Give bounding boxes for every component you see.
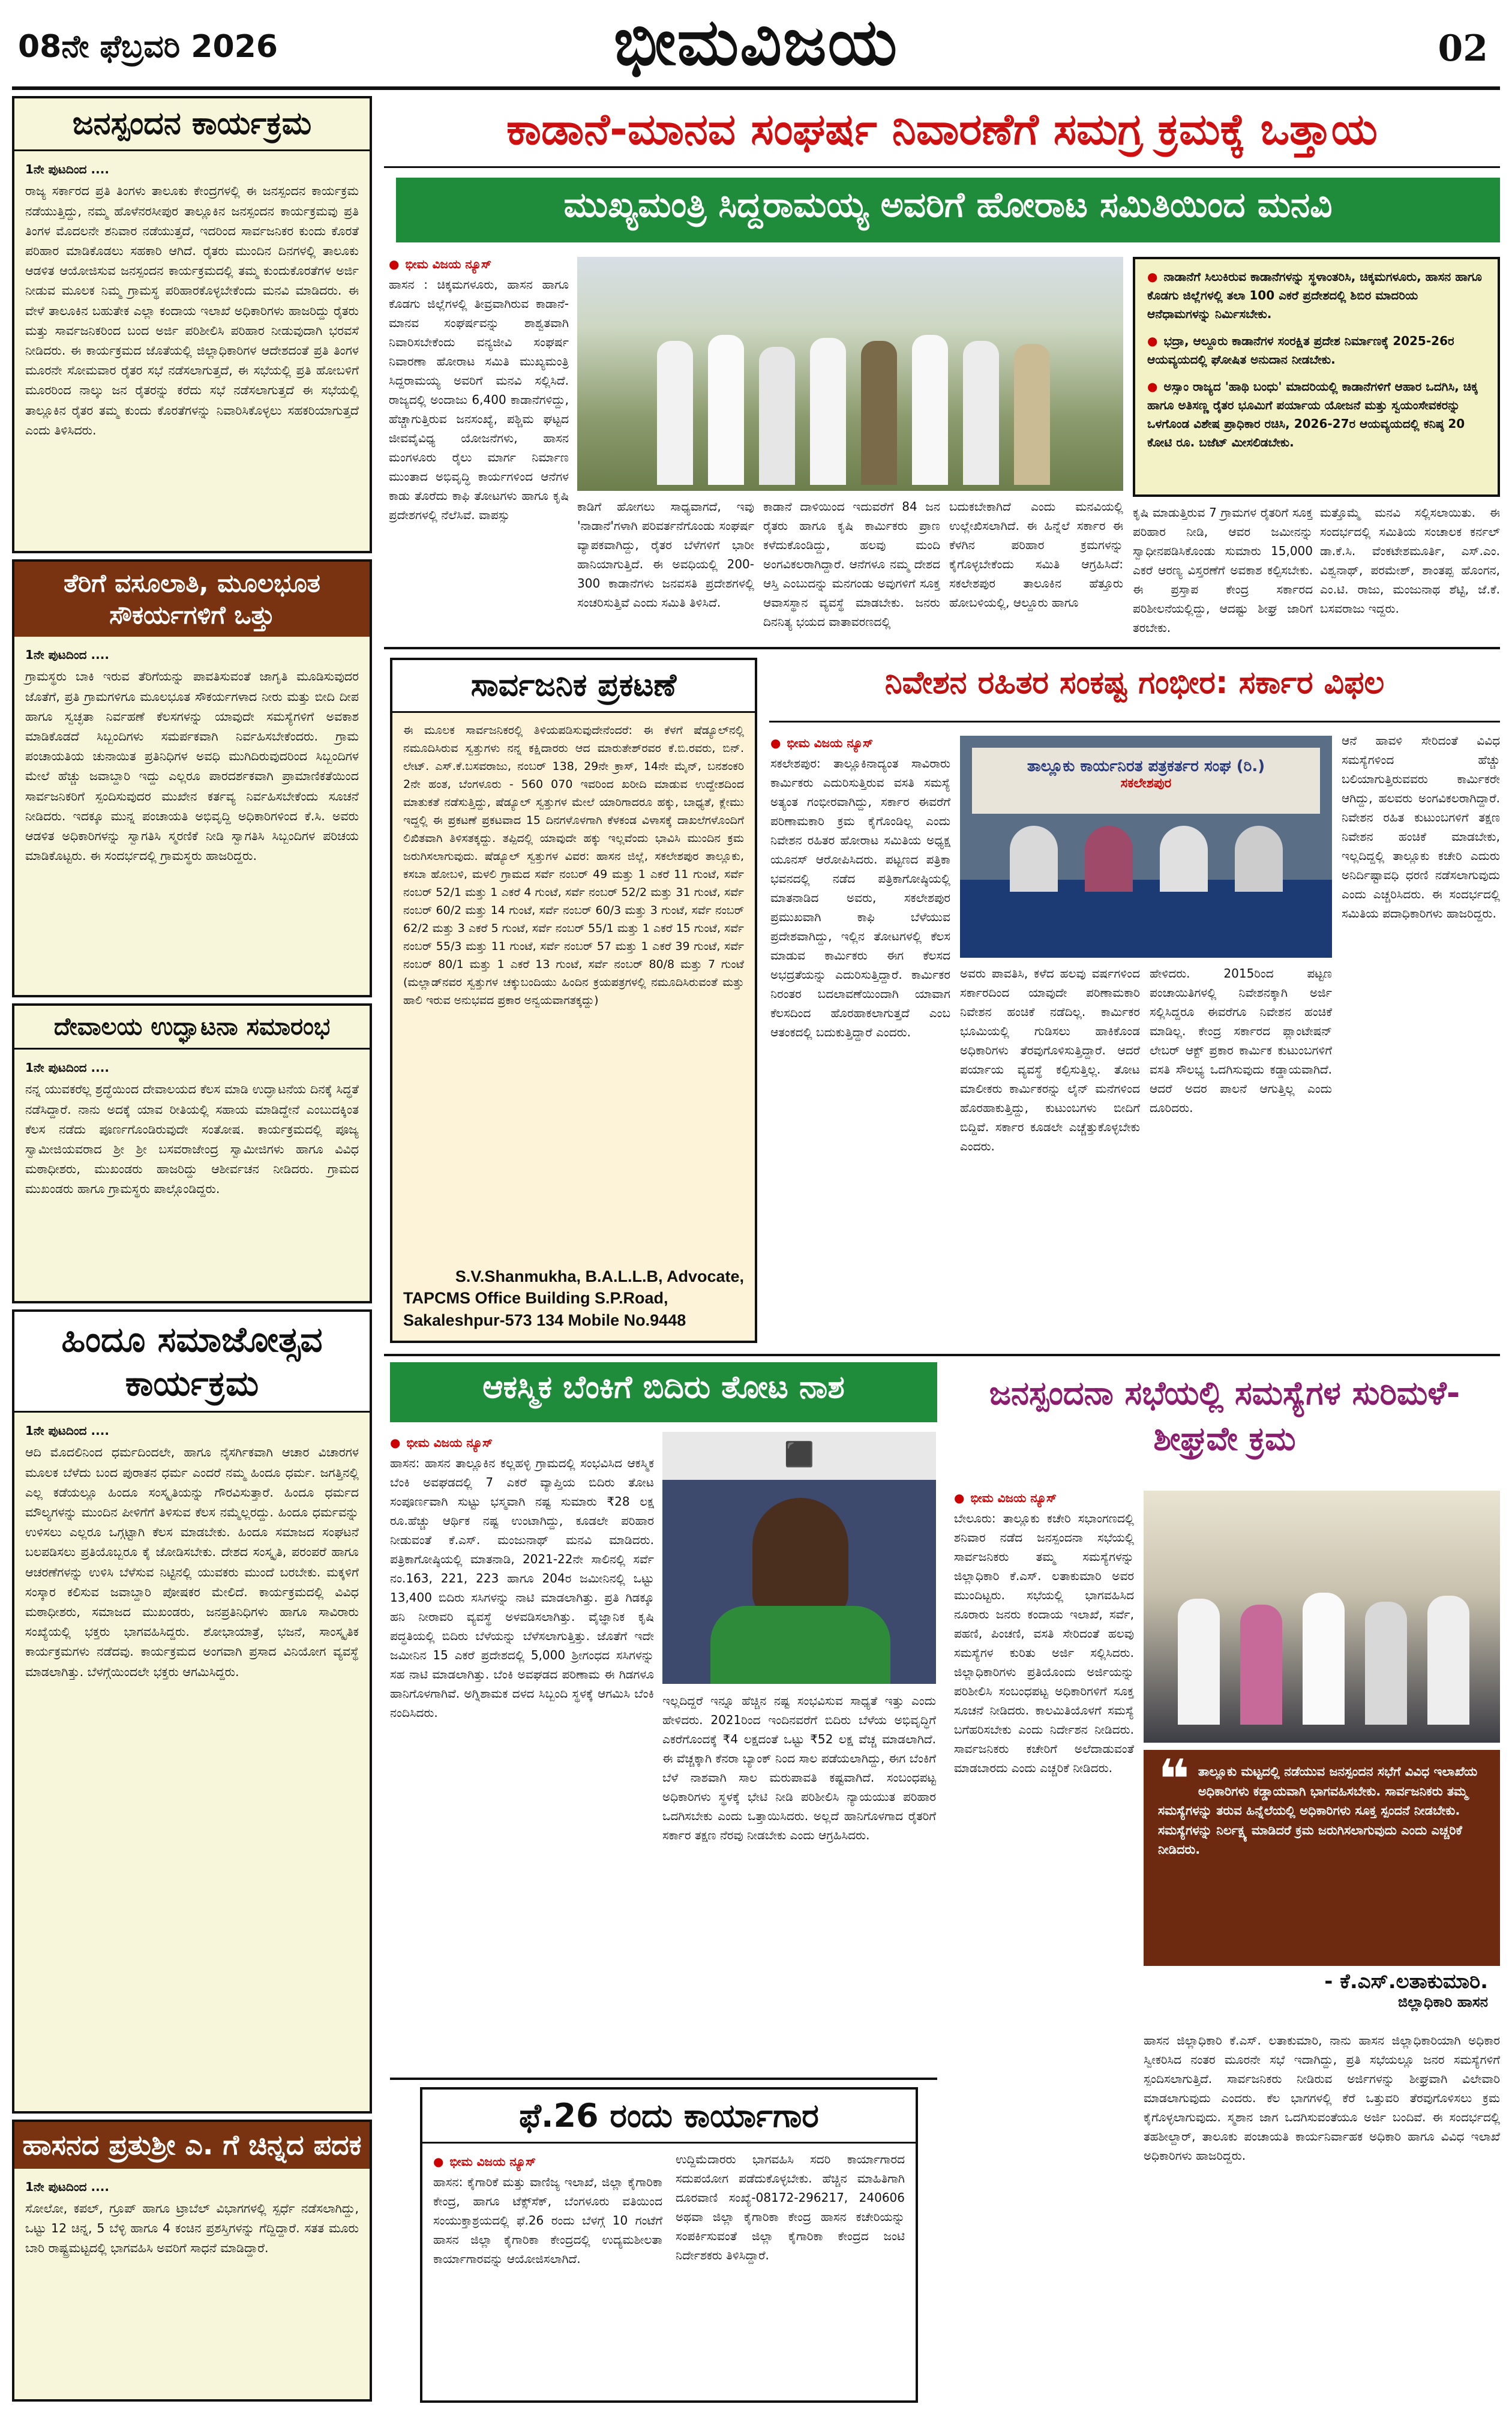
public-notice-box [390, 658, 757, 1343]
demand-item: ● ಭದ್ರಾ, ಆಲ್ದೂರು ಕಾಡಾನೆಗಳ ಸಂರಕ್ಷಿತ ಪ್ರದೇಶ ನಿರ್ಮಾಣಕ್ಕೆ 2025-26ರ ಆಯವ್ಯಯದಲ್ಲಿ ಘೋಷಿತ ಅನುದಾನ ನೀಡಬೇಕು. [1147, 332, 1486, 369]
section-rule [384, 647, 1500, 649]
sidebar-title: ತೆರಿಗೆ ವಸೂಲಾತಿ, ಮೂಲಭೂತ ಸೌಕರ್ಯಗಳಿಗೆ ಒತ್ತು [14, 562, 370, 637]
nivesana-column-4: ಆನೆ ಹಾವಳಿ ಸೇರಿದಂತೆ ವಿವಿಧ ಸಮಸ್ಯೆಗಳಿಂದ ಹೆಚ್ಚು ಬಲಿಯಾಗುತ್ತಿರುವವರು ಕಾರ್ಮಿಕರೇ ಆಗಿದ್ದು, ಹಲವರು ಅಂಗವಿಕಲರಾಗಿದ್ದಾರೆ. ನಿವೇಶನ ರಹಿತ ಕುಟುಂಬಗಳಿಗೆ ತಕ್ಷಣ ನಿವೇಶನ ಹಂಚಿಕೆ ಮಾಡಬೇಕು, ಇಲ್ಲದಿದ್ದಲ್ಲಿ ತಾಲ್ಲೂಕು ಕಚೇರಿ ಎದುರು ಅನಿರ್ದಿಷ್ಟಾವಧಿ ಧರಣಿ ನಡೆಸಲಾಗುವುದು ಎಂದು ಎಚ್ಚರಿಸಿದರು. ಈ ಸಂದರ್ಭದಲ್ಲಿ ಸಮಿತಿಯ ಪದಾಧಿಕಾರಿಗಳು ಹಾಜರಿದ್ದರು. [1342, 733, 1500, 921]
byline: ● ಭೀಮ ವಿಜಯ ನ್ಯೂಸ್ [389, 257, 492, 271]
sidebar-body [14, 1413, 370, 2114]
notice-title: ಸಾರ್ವಜನಿಕ ಪ್ರಕಟಣೆ [392, 660, 755, 713]
sidebar-body [14, 151, 370, 553]
green-shawl [710, 1606, 890, 1684]
person-head [752, 1498, 848, 1618]
lead-headline: ಕಾಡಾನೆ-ಮಾನವ ಸಂಘರ್ಷ ನಿವಾರಣೆಗೆ ಸಮಗ್ರ ಕ್ರಮಕ್ಕೆ ಒತ್ತಾಯ [384, 97, 1500, 168]
continued-label: 1ನೇ ಪುಟದಿಂದ .... [25, 1060, 109, 1075]
sidebar-title: ಹಿಂದೂ ಸಮಾಜೋತ್ಸವ ಕಾರ್ಯಕ್ರಮ [14, 1312, 370, 1413]
lead-column-6: ಮತ್ತೊಮ್ಮೆ ಮನವಿ ಸಲ್ಲಿಸಲಾಯಿತು. ಈ ಸಂದರ್ಭದಲ್ಲಿ ಸಮಿತಿಯ ಸಂಚಾಲಕ ಕರ್ನಲ್ ಡಾ.ಕೆ.ಸಿ. ವೆಂಕಟೇಶಮೂರ್ತಿ, ಎಸ್.ಎಂ. ವಿಶ್ವನಾಥ್, ಪರಮೇಶ್, ಶಾಂತಪ್ಪ ಹೊಂಗನ, ಎಂ.ಟಿ. ರಾಜು, ಮಂಜುನಾಥ ಶೆಟ್ಟಿ, ಜೆ.ಕೆ. ಬಸವರಾಜು ಇದ್ದರು. [1320, 505, 1500, 616]
sidebar-title: ಹಾಸನದ ಪ್ರತುಶ್ರೀ ಎ. ಗೆ ಚಿನ್ನದ ಪದಕ [14, 2122, 370, 2169]
byline: ● ಭೀಮ ವಿಜಯ ನ್ಯೂಸ್ [390, 1435, 493, 1450]
farmer-photo [662, 1432, 936, 1684]
delegation-photo [577, 257, 1123, 491]
workshop-column-1 [433, 2150, 662, 2268]
nivesana-headline: ನಿವೇಶನ ರಹಿತರ ಸಂಕಷ್ಟ ಗಂಭೀರ: ಸರ್ಕಾರ ವಿಫಲ [769, 658, 1500, 723]
press-meet-photo [960, 736, 1332, 958]
continued-label: 1ನೇ ಪುಟದಿಂದ .... [25, 648, 109, 662]
sidebar-body [14, 2169, 370, 2402]
sidebar-text: ಸೋಲೋ, ಕಪಲ್, ಗ್ರೂಪ್ ಹಾಗೂ ಟ್ರಾಬೆಲ್ ವಿಭಾಗಗಳಲ್ಲಿ ಸ್ಪರ್ಧೆ ನಡೆಸಲಾಗಿದ್ದು, ಒಟ್ಟು 12 ಚಿನ್ನ, 5 ಬೆಳ್ಳಿ ಹಾಗೂ 4 ಕಂಚಿನ ಪ್ರಶಸ್ತಿಗಳನ್ನು ಗೆದ್ದಿದ್ದಾರೆ. ಸತತ ಮೂರು ಬಾರಿ ರಾಷ್ಟ್ರಮಟ್ಟದಲ್ಲಿ ಭಾಗವಹಿಸಿ ಅವರಿಗೆ ಸಾಧನೆ ಮಾಡಿದ್ದಾರೆ. [25, 2201, 359, 2256]
sidebar-box-gold-medal [12, 2120, 372, 2402]
collector-quote-box [1144, 1750, 1500, 1966]
press-banner: ತಾಲ್ಲೂಕು ಕಾರ್ಯನಿರತ ಪತ್ರಕರ್ತರ ಸಂಘ (ರಿ.) ಸಕಲೇಶಪುರ [972, 748, 1320, 814]
masthead-bar [0, 0, 1512, 90]
sidebar-text: ರಾಜ್ಯ ಸರ್ಕಾರದ ಪ್ರತಿ ತಿಂಗಳು ತಾಲೂಕು ಕೇಂದ್ರಗಳಲ್ಲಿ ಈ ಜನಸ್ಪಂದನ ಕಾರ್ಯಕ್ರಮ ನಡೆಯುತ್ತಿದ್ದು, ನಮ್ಮ ಹೊಳೆನರಸೀಪುರ ತಾಲ್ಲೂಕಿನ ಜನಸ್ಪಂದನ ಕಾರ್ಯಕ್ರಮವು ಪ್ರತಿ ತಿಂಗಳ ಮೊದಲನೇ ಶನಿವಾರ ನಡೆಯುತ್ತದೆ, ಇದರಿಂದ ಸಾರ್ವಜನಿಕರ ಕುಂದು ಕೊರತೆ ಪರಿಹಾರ ಮಾಡಿಕೊಡಲು ಸಹಕಾರಿ ಆಗಿದೆ. ರೈತರು ಮುಂದಿನ ದಿನಗಳಲ್ಲಿ ತಾಲೂಕು ಆಡಳಿತ ಆಯೋಜಿಸುವ ಜನಸ್ಪಂದನ ಕಾರ್ಯಕ್ರಮದಲ್ಲಿ ತಮ್ಮ ಕುಂದುಕೊರತೆಗಳ ಅರ್ಜಿ ನೀಡುವ ಮೂಲಕ ನಿಮ್ಮ ಗ್ರಾಮಸ್ಥ ಪರಿಹಾರಕೊಳ್ಳಬೇಕೆಂದು ಮನವಿ ಮಾಡಿದರು. ಈ ವೇಳೆ ತಾಲೂಕಿನ ಬಹುತೇಕ ಎಲ್ಲಾ ಕಂದಾಯ ಇಲಾಖೆ ಅಧಿಕಾರಿಗಳು ಹಾಜರಿದ್ದು ರೈತರು ಮತ್ತು ಸಾರ್ವಜನಿಕರಿಂದ ಬಂದ ಅರ್ಜಿ ಪರಿಶೀಲಿಸಿ ಪರಿಹಾರ ನೀಡುವುದಾಗಿ ಭರವಸೆ ನೀಡಿದರು. ಈ ಕಾರ್ಯಕ್ರಮದ ಜೊತೆಯಲ್ಲಿ ಜಿಲ್ಲಾಧಿಕಾರಿಗಳ ಆದೇಶದಂತೆ ಪ್ರತಿ ತಿಂಗಳ ಮೂರನೇ ಸೋಮವಾರ ರೈತರ ಸಭೆ ನಡೆಸಲಾಗುತ್ತದೆ, ಈ ಸಭೆಯಲ್ಲಿ ಪ್ರತಿ ಹೋಬಳಿಗೆ ಮೂರರಿಂದ ನಾಲ್ಕು ಜನ ರೈತರನ್ನು ಕರೆದು ಸಭೆ ನಡೆಸಲಾಗುತ್ತದೆ ಈ ಸಭೆಯಲ್ಲಿ ತಾಲ್ಲೂಕಿನ ರೈತರ ತಮ್ಮ ಕುಂದು ಕೊರತೆಗಳನ್ನು ನಿವಾರಿಸಿಕೊಳ್ಳಲು ಸಹಕರಿಯಾಗುತ್ತದೆ ಎಂದು ತಿಳಿಸಿದರು. [25, 184, 359, 437]
nivesana-column-2: ಅವರು ಪಾವತಿಸಿ, ಕಳೆದ ಹಲವು ವರ್ಷಗಳಿಂದ ಸರ್ಕಾರದಿಂದ ಯಾವುದೇ ಪರಿಣಾಮಕಾರಿ ನಿವೇಶನ ಹಂಚಿಕೆ ನಡೆದಿಲ್ಲ. ಕಾರ್ಮಿಕರ ಭೂಮಿಯಲ್ಲಿ ಗುಡಿಸಲು ಹಾಕಿಕೊಂಡ ಅಧಿಕಾರಿಗಳು ತೆರವುಗೊಳಿಸುತ್ತಿದ್ದಾರೆ. ಆದರೆ ಪರ್ಯಾಯ ವ್ಯವಸ್ಥೆ ಕಲ್ಪಿಸುತ್ತಿಲ್ಲ. ತೋಟ ಮಾಲೀಕರು ಕಾರ್ಮಿಕರನ್ನು ಲೈನ್ ಮನೆಗಳಿಂದ ಹೊರಹಾಕುತ್ತಿದ್ದು, ಕುಟುಂಬಗಳು ಬೀದಿಗೆ ಬಿದ್ದಿವೆ. ಸರ್ಕಾರ ಕೂಡಲೇ ಎಚ್ಚೆತ್ತುಕೊಳ್ಳಬೇಕು ಎಂದರು. [960, 966, 1140, 1153]
lead-column-4: ಬದುಕಬೇಕಾಗಿದೆ ಎಂದು ಮನವಿಯಲ್ಲಿ ಉಲ್ಲೇಖಿಸಲಾಗಿದೆ. ಈ ಹಿನ್ನೆಲೆ ಸರ್ಕಾರ ಈ ಕೆಳಗಿನ ಪರಿಹಾರ ಕ್ರಮಗಳನ್ನು ಕೈಗೊಳ್ಳಬೇಕೆಂದು ಸಮಿತಿ ಆಗ್ರಹಿಸಿದೆ: ಸಕಲೇಶಪುರ ತಾಲೂಕಿನ ಹೆತ್ತೂರು ಹೋಬಳಿಯಲ್ಲಿ, ಆಲ್ದೂರು ಹಾಗೂ [949, 499, 1123, 610]
byline: ● ಭೀಮ ವಿಜಯ ನ್ಯೂಸ್ [954, 1491, 1057, 1505]
bamboo-column-1 [390, 1431, 654, 2067]
sidebar-box-temple [12, 1003, 372, 1303]
sidebar-box-hindu-samajotsava [12, 1309, 372, 2114]
continued-label: 1ನೇ ಪುಟದಿಂದ .... [25, 2179, 109, 2194]
issue-date: 08ನೇ ಫೆಬ್ರವರಿ 2026 [18, 29, 278, 65]
bamboo-column-2: ಇಲ್ಲದಿದ್ದರೆ ಇನ್ನೂ ಹೆಚ್ಚಿನ ನಷ್ಟ ಸಂಭವಿಸುವ ಸಾಧ್ಯತೆ ಇತ್ತು ಎಂದು ಹೇಳಿದರು. 2021ರಿಂದ ಇಂದಿನವರೆಗೆ ಬಿದಿರು ಬೆಳೆಯ ಅಭಿವೃದ್ಧಿಗೆ ಎಕರೆಗೊಂದಕ್ಕೆ ₹4 ಲಕ್ಷದಂತೆ ಒಟ್ಟು ₹52 ಲಕ್ಷ ವೆಚ್ಚ ಮಾಡಲಾಗಿದೆ. ಈ ವೆಚ್ಚಕ್ಕಾಗಿ ಕೆನರಾ ಬ್ಯಾಂಕ್ ನಿಂದ ಸಾಲ ಪಡೆಯಲಾಗಿದ್ದು, ಈಗ ಬೆಂಕಿಗೆ ಬೆಳೆ ನಾಶವಾಗಿ ಸಾಲ ಮರುಪಾವತಿ ಕಷ್ಟವಾಗಿದೆ. ಸಂಬಂಧಪಟ್ಟ ಅಧಿಕಾರಿಗಳು ಸ್ಥಳಕ್ಕೆ ಭೇಟಿ ನೀಡಿ ಪರಿಶೀಲಿಸಿ ನ್ಯಾಯಯುತ ಪರಿಹಾರ ಒದಗಿಸಬೇಕು ಎಂದು ಒತ್ತಾಯಿಸಿದರು. ಅಲ್ಲದೆ ಹಾನಿಗೊಳಗಾದ ರೈತರಿಗೆ ಸರ್ಕಾರ ತಕ್ಷಣ ನೆರವು ನೀಡಬೇಕು ಎಂದು ಆಗ್ರಹಿಸಿದರು. [662, 1693, 936, 1842]
janaspandana-column-1 [954, 1486, 1134, 2398]
quote-attribution [1144, 1970, 1500, 2024]
lead-column-1 [389, 252, 569, 636]
advocate-signature: S.V.Shanmukha, B.A.L.L.B, Advocate, TAPCMS Office Building S.P.Road, Sakaleshpur-573 134 Mobile No.9448 [403, 1267, 744, 1329]
sidebar-text: ಆದಿ ಮೊದಲಿನಿಂದ ಧರ್ಮದಿಂದಲೇ, ಹಾಗೂ ನೈಸರ್ಗಿಕವಾಗಿ ಆಚಾರ ವಿಚಾರಗಳ ಮೂಲಕ ಬೆಳೆದು ಬಂದ ಪುರಾತನ ಧರ್ಮ ಎಂದರೆ ನಮ್ಮ ಹಿಂದೂ ಧರ್ಮ. ಜಗತ್ತಿನಲ್ಲಿ ಎಲ್ಲ ಕಡೆಯಲ್ಲೂ ಹಿಂದೂ ಸಂಸ್ಕೃತಿಯನ್ನು ಗೌರವಿಸುತ್ತಾರೆ. ಹಿಂದೂ ಧರ್ಮದ ಮೌಲ್ಯಗಳನ್ನು ಮುಂದಿನ ಪೀಳಿಗೆಗೆ ತಿಳಿಸುವ ಕೆಲಸ ನಮ್ಮೆಲ್ಲರದ್ದು. ಹಿಂದೂ ಧರ್ಮವನ್ನು ಉಳಿಸಲು ಎಲ್ಲರೂ ಒಗ್ಗಟ್ಟಾಗಿ ಕೆಲಸ ಮಾಡಬೇಕು. ಹಿಂದೂ ಸಮಾಜದ ಸಂಘಟನೆ ಬಲಪಡಿಸಲು ಪ್ರತಿಯೊಬ್ಬರೂ ಕೈ ಜೋಡಿಸಬೇಕು. ದೇಶದ ಸಂಸ್ಕೃತಿ, ಪರಂಪರೆ ಹಾಗೂ ಆಚರಣೆಗಳನ್ನು ಉಳಿಸಿ ಬೆಳೆಸುವ ನಿಟ್ಟಿನಲ್ಲಿ ಯುವಕರು ಮುಂದೆ ಬರಬೇಕು. ಮಕ್ಕಳಿಗೆ ಸಂಸ್ಕಾರ ಕಲಿಸುವ ಜವಾಬ್ದಾರಿ ಪೋಷಕರ ಮೇಲಿದೆ. ಕಾರ್ಯಕ್ರಮದಲ್ಲಿ ವಿವಿಧ ಮಠಾಧೀಶರು, ಸಮಾಜದ ಮುಖಂಡರು, ಜನಪ್ರತಿನಿಧಿಗಳು ಹಾಗೂ ಸಾವಿರಾರು ಸಂಖ್ಯೆಯಲ್ಲಿ ಭಕ್ತರು ಭಾಗವಹಿಸಿದ್ದರು. ಶೋಭಾಯಾತ್ರೆ, ಭಜನೆ, ಸಾಂಸ್ಕೃತಿಕ ಕಾರ್ಯಕ್ರಮಗಳು ನಡೆದವು. ಕಾರ್ಯಕ್ರಮದ ಅಂಗವಾಗಿ ಪ್ರಸಾದ ವಿನಿಯೋಗ ವ್ಯವಸ್ಥೆ ಮಾಡಲಾಗಿತ್ತು. ಬೆಳಗ್ಗೆಯಿಂದಲೇ ಭಕ್ತರು ಆಗಮಿಸಿದ್ದರು. [25, 1445, 359, 1679]
section-rule [390, 2078, 937, 2080]
lead-subhead: ಮುಖ್ಯಮಂತ್ರಿ ಸಿದ್ದರಾಮಯ್ಯ ಅವರಿಗೆ ಹೋರಾಟ ಸಮಿತಿಯಿಂದ ಮನವಿ [396, 178, 1500, 242]
article-text: ಬೇಲೂರು: ತಾಲ್ಲೂಕು ಕಚೇರಿ ಸಭಾಂಗಣದಲ್ಲಿ ಶನಿವಾರ ನಡೆದ ಜನಸ್ಪಂದನಾ ಸಭೆಯಲ್ಲಿ ಸಾರ್ವಜನಿಕರು ತಮ್ಮ ಸಮಸ್ಯೆಗಳನ್ನು ಜಿಲ್ಲಾಧಿಕಾರಿ ಕೆ.ಎಸ್. ಲತಾಕುಮಾರಿ ಅವರ ಮುಂದಿಟ್ಟರು. ಸಭೆಯಲ್ಲಿ ಭಾಗವಹಿಸಿದ ನೂರಾರು ಜನರು ಕಂದಾಯ ಇಲಾಖೆ, ಸರ್ವೆ, ಪಹಣಿ, ಪಿಂಚಣಿ, ವಸತಿ ಸೇರಿದಂತೆ ಹಲವು ಸಮಸ್ಯೆಗಳ ಕುರಿತು ಅರ್ಜಿ ಸಲ್ಲಿಸಿದರು. ಜಿಲ್ಲಾಧಿಕಾರಿಗಳು ಪ್ರತಿಯೊಂದು ಅರ್ಜಿಯನ್ನು ಪರಿಶೀಲಿಸಿ ಸಂಬಂಧಪಟ್ಟ ಅಧಿಕಾರಿಗಳಿಗೆ ಸೂಕ್ತ ಸೂಚನೆ ನೀಡಿದರು. ಕಾಲಮಿತಿಯೊಳಗೆ ಸಮಸ್ಯೆ ಬಗೆಹರಿಸಬೇಕು ಎಂದು ನಿರ್ದೇಶನ ನೀಡಿದರು. ಸಾರ್ವಜನಿಕರು ಕಚೇರಿಗೆ ಅಲೆದಾಡುವಂತೆ ಮಾಡಬಾರದು ಎಂದು ಎಚ್ಚರಿಕೆ ನೀಡಿದರು. [954, 1511, 1134, 1775]
speakers-row [996, 826, 1296, 892]
quote-role: ಜಿಲ್ಲಾಧಿಕಾರಿ ಹಾಸನ [1397, 1994, 1488, 2010]
banner-strip: ⬛ [662, 1432, 936, 1480]
page-number: 02 [1438, 28, 1488, 70]
lead-column-5: ಕೃಷಿ ಮಾಡುತ್ತಿರುವ 7 ಗ್ರಾಮಗಳ ರೈತರಿಗೆ ಸೂಕ್ತ ಪರಿಹಾರ ನೀಡಿ, ಆವರ ಜಮೀನನ್ನು ಸ್ವಾಧೀನಪಡಿಸಿಕೊಂಡು ಸುಮಾರು 15,000 ಎಕರೆ ಆರಣ್ಯ ವಿಸ್ತರಣೆಗೆ ಅವಕಾಶ ಕಲ್ಪಿಸಬೇಕು. ಈ ಪ್ರಸ್ತಾಪ ಕೇಂದ್ರ ಸರ್ಕಾರದ ಪರಿಶೀಲನೆಯಲ್ಲಿದ್ದು, ಆದಷ್ಟು ಶೀಘ್ರ ಜಾರಿಗೆ ತರಬೇಕು. [1133, 505, 1313, 635]
section-rule [384, 1354, 1500, 1356]
workshop-headline: ಫೆ.26 ರಂದು ಕಾರ್ಯಾಗಾರ [422, 2090, 916, 2144]
janaspandana-headline: ಜನಸ್ಪಂದನಾ ಸಭೆಯಲ್ಲಿ ಸಮಸ್ಯೆಗಳ ಸುರಿಮಳೆ-ಶೀಘ್ರವೇ ಕ್ರಮ [949, 1362, 1500, 1476]
notice-body: ಈ ಮೂಲಕ ಸಾರ್ವಜನಿಕರಲ್ಲಿ ತಿಳಿಯಪಡಿಸುವುದೇನೆಂದರೆ: ಈ ಕೆಳಗೆ ಷೆಡ್ಯೂಲ್‌ನಲ್ಲಿ ನಮೂದಿಸಿರುವ ಸ್ವತ್ತುಗಳು ನನ್ನ ಕಕ್ಷಿದಾರರು ಆದ ಮಾರುತೇಶ್‌ರವರ ಕೆ.ಬಿ.ರವರು, ಬಿನ್. ಲೇಟ್. ಎಸ್.ಕೆ.ಬಸವರಾಜು, ನಂಬರ್ 138, 29ನೇ ಕ್ರಾಸ್, 14ನೇ ಮೈನ್, ಬನಶಂಕರಿ 2ನೇ ಹಂತ, ಬೆಂಗಳೂರು - 560 070 ಇವರಿಂದ ಖರೀದಿ ಮಾಡುವ ಉದ್ದೇಶದಿಂದ ಮಾತುಕತೆ ನಡೆಸುತ್ತಿದ್ದು, ಷೆಡ್ಯೂಲ್ ಸ್ವತ್ತುಗಳ ಮೇಲೆ ಯಾರಿಗಾದರೂ ಹಕ್ಕು, ಬಾಧ್ಯತೆ, ಕ್ಲೇಮು ಇದ್ದಲ್ಲಿ ಈ ಪ್ರಕಟಣೆ ಪ್ರಕಟವಾದ 15 ದಿನಗಳೊಳಗಾಗಿ ಕೆಳಕಂಡ ವಿಳಾಸಕ್ಕೆ ದಾಖಲೆಗಳೊಂದಿಗೆ ಲಿಖಿತವಾಗಿ ತಿಳಿಸತಕ್ಕದ್ದು. ತಪ್ಪಿದಲ್ಲಿ ಯಾವುದೇ ಹಕ್ಕು ಇಲ್ಲವೆಂದು ಭಾವಿಸಿ ಮುಂದಿನ ಕ್ರಮ ಜರುಗಿಸಲಾಗುವುದು. ಷೆಡ್ಯೂಲ್ ಸ್ವತ್ತುಗಳ ವಿವರ: ಹಾಸನ ಜಿಲ್ಲೆ, ಸಕಲೇಶಪುರ ತಾಲ್ಲೂಕು, ಕಸಬಾ ಹೋಬಳಿ, ಮಳಲಿ ಗ್ರಾಮದ ಸರ್ವೆ ನಂಬರ್ 49 ಮತ್ತು 1 ಎಕರೆ 11 ಗುಂಟೆ, ಸರ್ವೆ ನಂಬರ್ 52/1 ಮತ್ತು 1 ಎಕರೆ 4 ಗುಂಟೆ, ಸರ್ವೆ ನಂಬರ್ 52/2 ಮತ್ತು 31 ಗುಂಟೆ, ಸರ್ವೆ ನಂಬರ್ 60/2 ಮತ್ತು 14 ಗುಂಟೆ, ಸರ್ವೆ ನಂಬರ್ 60/3 ಮತ್ತು 3 ಗುಂಟೆ, ಸರ್ವೆ ನಂಬರ್ 62/2 ಮತ್ತು 3 ಎಕರೆ 5 ಗುಂಟೆ, ಸರ್ವೆ ನಂಬರ್ 55/1 ಮತ್ತು 1 ಎಕರೆ 15 ಗುಂಟೆ, ಸರ್ವೆ ನಂಬರ್ 55/3 ಮತ್ತು 11 ಗುಂಟೆ, ಸರ್ವೆ ನಂಬರ್ 57 ಮತ್ತು 1 ಎಕರೆ 39 ಗುಂಟೆ, ಸರ್ವೆ ನಂಬರ್ 80/1 ಮತ್ತು 1 ಎಕರೆ 13 ಗುಂಟೆ, ಸರ್ವೆ ನಂಬರ್ 80/8 ಮತ್ತು 7 ಗುಂಟೆ (ಮಲ್ಲಾಡ್‌ನವರ ಸ್ವತ್ತುಗಳ ಚಕ್ಕುಬಂದಿಯು ಹಿಂದಿನ ಕ್ರಯಪತ್ರಗಳಲ್ಲಿ ನಮೂದಿಸಿರುವಂತೆ ಮತ್ತು ಹಾಲಿ ಇರುವ ಅನುಭವದ ಪ್ರಕಾರ ಅನ್ವಯವಾಗತಕ್ಕದ್ದು) [403, 724, 744, 1008]
article-text: ಸಕಲೇಶಪುರ: ತಾಲ್ಲೂಕಿನಾದ್ಯಂತ ಸಾವಿರಾರು ಕಾರ್ಮಿಕರು ಎದುರಿಸುತ್ತಿರುವ ವಸತಿ ಸಮಸ್ಯೆ ಅತ್ಯಂತ ಗಂಭೀರವಾಗಿದ್ದು, ಸರ್ಕಾರ ಈವರೆಗೆ ಪರಿಣಾಮಕಾರಿ ಕ್ರಮ ಕೈಗೊಂಡಿಲ್ಲ ಎಂದು ನಿವೇಶನ ರಹಿತರ ಹೋರಾಟ ಸಮಿತಿಯ ಅಧ್ಯಕ್ಷ ಯೂನಸ್ ಆರೋಪಿಸಿದರು. ಪಟ್ಟಣದ ಪತ್ರಿಕಾ ಭವನದಲ್ಲಿ ನಡೆದ ಪತ್ರಿಕಾಗೋಷ್ಠಿಯಲ್ಲಿ ಮಾತನಾಡಿದ ಅವರು, ಸಕಲೇಶಪುರ ಪ್ರಮುಖವಾಗಿ ಕಾಫಿ ಬೆಳೆಯುವ ಪ್ರದೇಶವಾಗಿದ್ದು, ಇಲ್ಲಿನ ತೋಟಗಳಲ್ಲಿ ಕೆಲಸ ಮಾಡುವ ಕಾರ್ಮಿಕರು ಈಗ ಕೆಲಸದ ಅಭದ್ರತೆಯನ್ನು ಎದುರಿಸುತ್ತಿದ್ದಾರೆ. ಕಾರ್ಮಿಕರ ನಿರಂತರ ಬದಲಾವಣೆಯಿಂದಾಗಿ ಯಾವಾಗ ಕೆಲಸದಿಂದ ಹೊರಹಾಕಲಾಗುತ್ತದೆ ಎಂಬ ಆತಂಕದಲ್ಲಿ ಬದುಕುತ್ತಿದ್ದಾರೆ ಎಂದರು. [770, 756, 950, 1039]
article-text: ಹಾಸನ : ಚಿಕ್ಕಮಗಳೂರು, ಹಾಸನ ಹಾಗೂ ಕೊಡಗು ಜಿಲ್ಲೆಗಳಲ್ಲಿ ತೀವ್ರವಾಗಿರುವ ಕಾಡಾನೆ-ಮಾನವ ಸಂಘರ್ಷವನ್ನು ಶಾಶ್ವತವಾಗಿ ನಿವಾರಿಸಬೇಕೆಂದು ವನ್ಯಜೀವಿ ಸಂಘರ್ಷ ನಿವಾರಣಾ ಹೋರಾಟ ಸಮಿತಿ ಮುಖ್ಯಮಂತ್ರಿ ಸಿದ್ದರಾಮಯ್ಯ ಅವರಿಗೆ ಮನವಿ ಸಲ್ಲಿಸಿದೆ. ರಾಜ್ಯದಲ್ಲಿ ಅಂದಾಜು 6,400 ಕಾಡಾನೆಗಳಿದ್ದು, ಹೆಚ್ಚಾಗುತ್ತಿರುವ ಜನಸಂಖ್ಯೆ, ಪಶ್ಚಿಮ ಘಟ್ಟದ ಜೀವವೈವಿಧ್ಯ ಯೋಜನೆಗಳು, ಹಾಸನ ಮಂಗಳೂರು ರೈಲು ಮಾರ್ಗ ನಿರ್ಮಾಣ ಮುಂತಾದ ಅಭಿವೃದ್ಧಿ ಕಾರ್ಯಗಳಿಂದ ಆನೆಗಳ ಕಾಡು ತೊರೆದು ಕಾಫಿ ತೋಟಗಳು ಹಾಗೂ ಕೃಷಿ ಪ್ರದೇಶಗಳಲ್ಲಿ ನೆಲೆಸಿವೆ. ವಾಪಸ್ಸು [389, 277, 569, 522]
lead-column-3: ಕಾಡಾನೆ ದಾಳಿಯಿಂದ ಇದುವರೆಗೆ 84 ಜನ ರೈತರು ಹಾಗೂ ಕೃಷಿ ಕಾರ್ಮಿಕರು ಪ್ರಾಣ ಕಳೆದುಕೊಂಡಿದ್ದು, ಹಲವು ಮಂದಿ ಅಂಗವಿಕಲರಾಗಿದ್ದಾರೆ. ಆನೆಗಳೂ ನಮ್ಮ ದೇಶದ ಆಸ್ತಿ ಎಂಬುದನ್ನು ಮನಗಂಡು ಅವುಗಳಿಗೆ ಸೂಕ್ತ ಆವಾಸಸ್ಥಾನ ವ್ಯವಸ್ಥೆ ಮಾಡಬೇಕು. ಜನರು ದಿನನಿತ್ಯ ಭಯದ ವಾತಾವರಣದಲ್ಲಿ [763, 499, 940, 629]
workshop-box [420, 2087, 918, 2403]
continued-label: 1ನೇ ಪುಟದಿಂದ .... [25, 1423, 109, 1438]
sidebar-box-janaspandana [12, 96, 372, 553]
workshop-column-2: ಉದ್ದಿಮೆದಾರರು ಭಾಗವಹಿಸಿ ಸದರಿ ಕಾರ್ಯಾಗಾರದ ಸದುಪಯೋಗ ಪಡೆದುಕೊಳ್ಳಬೇಕು. ಹೆಚ್ಚಿನ ಮಾಹಿತಿಗಾಗಿ ದೂರವಾಣಿ ಸಂಖ್ಯೆ-08172-296217, 240606 ಅಥವಾ ಜಿಲ್ಲಾ ಕೈಗಾರಿಕಾ ಕೇಂದ್ರ ಹಾಸನ ಕಚೇರಿಯನ್ನು ಸಂಪರ್ಕಿಸುವಂತೆ ಜಿಲ್ಲಾ ಕೈಗಾರಿಕಾ ಕೇಂದ್ರದ ಜಂಟಿ ನಿರ್ದೇಶಕರು ತಿಳಿಸಿದ್ದಾರೆ. [676, 2152, 905, 2263]
header-rule [12, 86, 1500, 90]
sidebar-body [14, 1050, 370, 1303]
sidebar-body [14, 637, 370, 997]
demand-item: ● ನಾಡಾನೆಗೆ ಸಿಲುಕಿರುವ ಕಾಡಾನೆಗಳನ್ನು ಸ್ಥಳಾಂತರಿಸಿ, ಚಿಕ್ಕಮಗಳೂರು, ಹಾಸನ ಹಾಗೂ ಕೊಡಗು ಜಿಲ್ಲೆಗಳಲ್ಲಿ ತಲಾ 100 ಎಕರೆ ಪ್ರದೇಶದಲ್ಲಿ ಶಿಬಿರ ಮಾದರಿಯ ಆನೆಧಾಮಗಳನ್ನು ನಿರ್ಮಿಸಬೇಕು. [1147, 268, 1486, 323]
quote-author: - ಕೆ.ಎಸ್.ಲತಾಕುಮಾರಿ. [1324, 1970, 1488, 1994]
nivesana-column-3: ಹೇಳಿದರು. 2015ರಿಂದ ಪಟ್ಟಣ ಪಂಚಾಯಿತಿಗಳಲ್ಲಿ ನಿವೇಶನಕ್ಕಾಗಿ ಅರ್ಜಿ ಸಲ್ಲಿಸಿದ್ದರೂ ಈವರೆಗೂ ನಿವೇಶನ ಹಂಚಿಕೆ ಮಾಡಿಲ್ಲ. ಕೇಂದ್ರ ಸರ್ಕಾರದ ಪ್ಲಾಂಟೇಷನ್ ಲೇಬರ್ ಆಕ್ಟ್ ಪ್ರಕಾರ ಕಾರ್ಮಿಕ ಕುಟುಂಬಗಳಿಗೆ ವಸತಿ ಸೌಲಭ್ಯ ಒದಗಿಸುವುದು ಕಡ್ಡಾಯವಾಗಿದೆ. ಆದರೆ ಅದರ ಪಾಲನೆ ಆಗುತ್ತಿಲ್ಲ ಎಂದು ದೂರಿದರು. [1150, 966, 1332, 1115]
quote-mark-icon: ❝ [1158, 1750, 1190, 1811]
meeting-photo [1144, 1491, 1500, 1743]
article-text: ಹಾಸನ: ಕೈಗಾರಿಕೆ ಮತ್ತು ವಾಣಿಜ್ಯ ಇಲಾಖೆ, ಜಿಲ್ಲಾ ಕೈಗಾರಿಕಾ ಕೇಂದ್ರ, ಹಾಗೂ ಟೆಕ್ಸ್‌ಸೆಕ್, ಬೆಂಗಳೂರು ವತಿಯಿಂದ ಸಂಯುಕ್ತಾಶ್ರಯದಲ್ಲಿ ಫೆ.26 ರಂದು ಬೆಳಗ್ಗೆ 10 ಗಂಟೆಗೆ ಹಾಸನ ಜಿಲ್ಲಾ ಕೈಗಾರಿಕಾ ಕೇಂದ್ರದಲ್ಲಿ ಉದ್ಯಮಶೀಲತಾ ಕಾರ್ಯಾಗಾರವನ್ನು ಆಯೋಜಿಸಲಾಗಿದೆ. [433, 2175, 662, 2267]
bamboo-headline: ಆಕಸ್ಮಿಕ ಬೆಂಕಿಗೆ ಬಿದಿರು ತೋಟ ನಾಶ [390, 1362, 937, 1422]
sidebar-box-tax [12, 559, 372, 997]
sidebar-title: ದೇವಾಲಯ ಉದ್ಘಾಟನಾ ಸಮಾರಂಭ [14, 1006, 370, 1050]
demands-box [1133, 257, 1500, 497]
byline: ● ಭೀಮ ವಿಜಯ ನ್ಯೂಸ್ [770, 736, 874, 750]
sidebar-title: ಜನಸ್ಪಂದನ ಕಾರ್ಯಕ್ರಮ [14, 98, 370, 151]
sidebar-text: ಗ್ರಾಮಸ್ಥರು ಬಾಕಿ ಇರುವ ತೆರಿಗೆಯನ್ನು ಪಾವತಿಸುವಂತೆ ಜಾಗೃತಿ ಮೂಡಿಸುವುದರ ಜೊತೆಗೆ, ಪ್ರತಿ ಗ್ರಾಮಗಳಿಗೂ ಮೂಲಭೂತ ಸೌಕರ್ಯಗಳಾದ ನೀರು ಮತ್ತು ಬೀದಿ ದೀಪ ಹಾಗೂ ಸ್ವಚ್ಛತಾ ನಿರ್ವಹಣೆ ಕೆಲಸಗಳನ್ನು ಯಾವುದೇ ಸಮಸ್ಯೆಗಳಿಗೆ ಅವಕಾಶ ಮಾಡಿಕೊಡದೆ ಸಿಬ್ಬಂದಿಗಳು ಸಮರ್ಪಕವಾಗಿ ನಿರ್ವಹಿಸಬೇಕೆಂದರು. ಗ್ರಾಮ ಪಂಚಾಯತಿಯ ಚುನಾಯಿತ ಪ್ರತಿನಿಧಿಗಳ ಅವಧಿ ಮುಗಿದಿರುವುದರಿಂದ ಸಿಬ್ಬಂದಿಗಳ ಮೇಲೆ ಹೆಚ್ಚು ಜವಾಬ್ದಾರಿ ಇದ್ದು ಎಲ್ಲರೂ ಪಾರದರ್ಶಕವಾಗಿ ಪ್ರಾಮಾಣಿಕತೆಯಿಂದ ಸಾರ್ವಜನಿಕರಿಗೆ ಸ್ಪಂದಿಸುವುದರ ಮುಖೇನ ಕರ್ತವ್ಯ ನಿರ್ವಹಿಸಬೇಕೆಂದು ಸೂಚನೆ ನೀಡಿದರು. ಇದಕ್ಕೂ ಮುನ್ನ ಪಂಚಾಯತಿ ಅಭಿವೃದ್ದಿ ಅಧಿಕಾರಿಗಳಿಂದ ಕೆ.ಸಿ. ಅವರು ಆಡಳಿತ ಅಧಿಕಾರಿಗಳನ್ನು ಸ್ವಾಗತಿಸಿ ಸ್ಮರಣಿಕೆ ನೀಡಿ ಸ್ವಾಗತಿಸಿ ಸಿಬ್ಬಂದಿಗಳ ಪರಿಚಯ ಮಾಡಿಕೊಟ್ಟರು. ಈ ಸಂದರ್ಭದಲ್ಲಿ ಗ್ರಾಮಸ್ಥರು ಹಾಜರಿದ್ದರು. [25, 669, 359, 864]
nivesana-column-1 [770, 731, 950, 1349]
article-text: ಹಾಸನ: ಹಾಸನ ತಾಲ್ಲೂಕಿನ ಕಲ್ಲಹಳ್ಳಿ ಗ್ರಾಮದಲ್ಲಿ ಸಂಭವಿಸಿದ ಆಕಸ್ಮಿಕ ಬೆಂಕಿ ಅವಘಡದಲ್ಲಿ 7 ಎಕರೆ ವ್ಯಾಪ್ತಿಯ ಬಿದಿರು ತೋಟ ಸಂಪೂರ್ಣವಾಗಿ ಸುಟ್ಟು ಭಸ್ಮವಾಗಿ ನಷ್ಟ ಸುಮಾರು ₹28 ಲಕ್ಷ ರೂ.ಹೆಚ್ಚು ಆರ್ಥಿಕ ನಷ್ಟ ಉಂಟಾಗಿದ್ದು, ಕೂಡಲೇ ಪರಿಹಾರ ನೀಡುವಂತೆ ಕೆ.ಎಸ್. ಮಂಜುನಾಥ್ ಮನವಿ ಮಾಡಿದರು. ಪತ್ರಿಕಾಗೋಷ್ಠಿಯಲ್ಲಿ ಮಾತನಾಡಿ, 2021-22ನೇ ಸಾಲಿನಲ್ಲಿ ಸರ್ವೆ ನಂ.163, 221, 223 ಹಾಗೂ 204ರ ಜಮೀನಿನಲ್ಲಿ ಒಟ್ಟು 13,400 ಬಿದಿರು ಸಸಿಗಳನ್ನು ನಾಟಿ ಮಾಡಲಾಗಿತ್ತು. ಪ್ರತಿ ಗಿಡಕ್ಕೂ ಹನಿ ನೀರಾವರಿ ವ್ಯವಸ್ಥೆ ಅಳವಡಿಸಲಾಗಿತ್ತು. ವೈಜ್ಞಾನಿಕ ಕೃಷಿ ಪದ್ಧತಿಯಲ್ಲಿ ಬಿದಿರು ಬೆಳೆಯನ್ನು ಬೆಳೆಸಲಾಗುತ್ತಿತ್ತು. ಜೊತೆಗೆ ಇದೇ ಜಮೀನಿನ 15 ಎಕರೆ ಪ್ರದೇಶದಲ್ಲಿ 5,000 ಶ್ರೀಗಂಧದ ಸಸಿಗಳನ್ನು ಸಹ ನಾಟಿ ಮಾಡಲಾಗಿತ್ತು. ಬೆಂಕಿ ಅವಘಡದ ಪರಿಣಾಮ ಈ ಗಿಡಗಳೂ ಹಾನಿಗೊಳಗಾಗಿವೆ. ಅಗ್ನಿಶಾಮಕ ದಳದ ಸಿಬ್ಬಂದಿ ಸ್ಥಳಕ್ಕೆ ಆಗಮಿಸಿ ಬೆಂಕಿ ನಂದಿಸಿದರು. [390, 1456, 654, 1720]
continued-label: 1ನೇ ಪುಟದಿಂದ .... [25, 162, 109, 176]
janaspandana-column-2: ಹಾಸನ ಜಿಲ್ಲಾಧಿಕಾರಿ ಕೆ.ಎಸ್. ಲತಾಕುಮಾರಿ, ನಾನು ಹಾಸನ ಜಿಲ್ಲಾಧಿಕಾರಿಯಾಗಿ ಅಧಿಕಾರ ಸ್ವೀಕರಿಸಿದ ನಂತರ ಮೂರನೇ ಸಭೆ ಇದಾಗಿದ್ದು, ಪ್ರತಿ ಸಭೆಯಲ್ಲೂ ಜನರ ಸಮಸ್ಯೆಗಳಿಗೆ ಸ್ಪಂದಿಸಲಾಗುತ್ತಿದೆ. ಸಾರ್ವಜನಿಕರು ನೀಡಿರುವ ಅರ್ಜಿಗಳನ್ನು ಶೀಘ್ರವಾಗಿ ವಿಲೇವಾರಿ ಮಾಡಲಾಗುವುದು ಎಂದರು. ಕೆಲ ಭಾಗಗಳಲ್ಲಿ ಕೆರೆ ಒತ್ತುವರಿ ತೆರವುಗೊಳಿಸಲು ಕ್ರಮ ಕೈಗೊಳ್ಳಲಾಗುವುದು. ಸ್ಮಶಾನ ಜಾಗ ಒದಗಿಸುವಂತೆಯೂ ಅರ್ಜಿ ಬಂದಿವೆ. ಈ ಸಂದರ್ಭದಲ್ಲಿ ತಹಶೀಲ್ದಾರ್, ತಾಲೂಕು ಪಂಚಾಯತಿ ಕಾರ್ಯನಿರ್ವಾಹಕ ಅಧಿಕಾರಿ ಹಾಗೂ ವಿವಿಧ ಇಲಾಖೆ ಅಧಿಕಾರಿಗಳು ಹಾಜರಿದ್ದರು. [1144, 2033, 1500, 2163]
sidebar-text: ನನ್ನ ಯುವಕರೆಲ್ಲ ಶ್ರದ್ಧೆಯಿಂದ ದೇವಾಲಯದ ಕೆಲಸ ಮಾಡಿ ಉದ್ಘಾಟನೆಯ ದಿನಕ್ಕೆ ಸಿದ್ಧತೆ ನಡೆಸಿದ್ದಾರೆ. ನಾನು ಅದಕ್ಕೆ ಯಾವ ರೀತಿಯಲ್ಲಿ ಸಹಾಯ ಮಾಡಿದ್ದೇನೆ ಎಂಬುದಕ್ಕಿಂತ ಕೆಲಸ ನಡೆದು ಪೂರ್ಣಗೊಂಡಿರುವುದೇ ಸಂತೋಷ. ಕಾರ್ಯಕ್ರಮದಲ್ಲಿ ಪೂಜ್ಯ ಸ್ವಾಮೀಜಿಯವರಾದ ಶ್ರೀ ಶ್ರೀ ಬಸವರಾಜೇಂದ್ರ ಸ್ವಾಮೀಜಿಗಳು ಹಾಗೂ ವಿವಿಧ ಮಠಾಧೀಶರು, ಮುಖಂಡರು ಹಾಜರಿದ್ದು ಆಶೀರ್ವಚನ ನೀಡಿದರು. ಗ್ರಾಮದ ಮುಖಂಡರು ಹಾಗೂ ಗ್ರಾಮಸ್ಥರು ಪಾಲ್ಗೊಂಡಿದ್ದರು. [25, 1082, 359, 1197]
demand-item: ● ಅಸ್ಸಾಂ ರಾಜ್ಯದ 'ಹಾಥಿ ಬಂಧು' ಮಾದರಿಯಲ್ಲಿ ಕಾಡಾನೆಗಳಿಗೆ ಆಹಾರ ಒದಗಿಸಿ, ಚಿಕ್ಕ ಹಾಗೂ ಅತಿಸಣ್ಣ ರೈತರ ಭೂಮಿಗೆ ಪರ್ಯಾಯ ಯೋಜನೆ ಮತ್ತು ಸ್ವಯಂಸೇವಕರನ್ನು ಒಳಗೊಂಡ ವಿಶೇಷ ಪ್ರಾಧಿಕಾರ ರಚಿಸಿ, 2026-27ರ ಆಯವ್ಯಯದಲ್ಲಿ ಕನಿಷ್ಠ 20 ಕೋಟಿ ರೂ. ಬಜೆಟ್ ಮೀಸಲಿಡಬೇಕು. [1147, 377, 1486, 452]
newspaper-masthead: ಭೀಮವಿಜಯ [613, 5, 899, 80]
byline: ● ಭೀಮ ವಿಜಯ ನ್ಯೂಸ್ [433, 2154, 536, 2169]
quote-text: ತಾಲ್ಲೂಕು ಮಟ್ಟದಲ್ಲಿ ನಡೆಯುವ ಜನಸ್ಪಂದನ ಸಭೆಗೆ ವಿವಿಧ ಇಲಾಖೆಯ ಅಧಿಕಾರಿಗಳು ಕಡ್ಡಾಯವಾಗಿ ಭಾಗವಹಿಸಬೇಕು. ಸಾರ್ವಜನಿಕರು ತಮ್ಮ ಸಮಸ್ಯೆಗಳನ್ನು ತರುವ ಹಿನ್ನೆಲೆಯಲ್ಲಿ ಅಧಿಕಾರಿಗಳು ಸೂಕ್ತ ಸ್ಪಂದನೆ ನೀಡಬೇಕು. ಸಮಸ್ಯೆಗಳನ್ನು ನಿರ್ಲಕ್ಷ್ಯ ಮಾಡಿದರೆ ಕ್ರಮ ಜರುಗಿಸಲಾಗುವುದು ಎಂದು ಎಚ್ಚರಿಕೆ ನೀಡಿದರು. [1158, 1764, 1478, 1857]
lead-column-2: ಕಾಡಿಗೆ ಹೋಗಲು ಸಾಧ್ಯವಾಗದೆ, ಇವು 'ನಾಡಾನೆ'ಗಳಾಗಿ ಪರಿವರ್ತನೆಗೊಂಡು ಸಂಘರ್ಷ ವ್ಯಾಪಕವಾಗಿದ್ದು, ರೈತರ ಬೆಳೆಗಳಿಗೆ ಭಾರೀ ಹಾನಿಯಾಗುತ್ತಿದೆ. ಈ ಅವಧಿಯಲ್ಲಿ 200-300 ಕಾಡಾನೆಗಳು ಜನವಸತಿ ಪ್ರದೇಶಗಳಲ್ಲಿ ಸಂಚರಿಸುತ್ತಿವೆ ಎಂದು ಸಮಿತಿ ತಿಳಿಸಿದೆ. [577, 499, 754, 610]
